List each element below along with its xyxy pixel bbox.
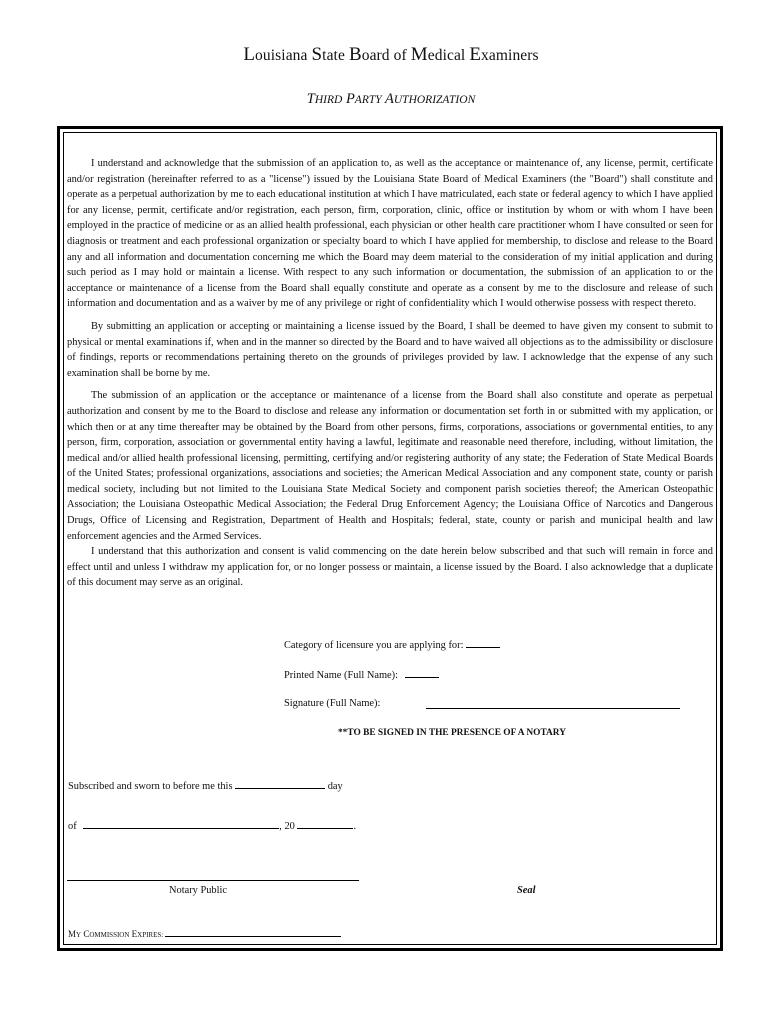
category-input[interactable] [466, 637, 500, 648]
category-field [284, 637, 500, 651]
printed-name-input[interactable] [405, 667, 439, 678]
subscribed-field [68, 778, 343, 792]
day-input[interactable] [235, 778, 325, 789]
printed-name-label: Printed Name (Full Name): [284, 670, 398, 681]
of-label: of [68, 821, 77, 832]
month-input[interactable] [83, 818, 279, 829]
subscribed-label: Subscribed and sworn to before me this [68, 781, 233, 792]
commission-expires-field: MY COMMISSION EXPIRES: [68, 926, 341, 939]
paragraph-validity: I understand that this authorization and consent is valid commencing on the date herein below subscribed and that such will remain in force and effect until and unless I withdraw my application for, or no longer possess or maintain, a license issued by the Board. I also acknowledge that a duplicate of this document may serve as an original. [67, 546, 713, 589]
document-subtitle: THIRD PARTY AUTHORIZATION [306, 91, 476, 107]
notary-public-label: Notary Public [169, 885, 228, 896]
paragraph-examinations: By submitting an application or accepting or maintaining a license issued by the Board, I shall be deemed to have given my consent to submit to physical or mental examinations if, when and in the manner so directed by the Board and to have waived all objections as to the admissibility or disclosure of findings, reports or recommendations pertaining thereto on the grounds of privileges provided by law. I acknowledge that the expense of any such examination shall be borne by me. [67, 320, 713, 379]
year-prefix: , 20 [279, 821, 295, 832]
of-field [68, 818, 356, 832]
period: . [353, 821, 357, 832]
signature-field [284, 698, 380, 709]
paragraph-authorization: I understand and acknowledge that the submission of an application to, as well as the acceptance or maintenance of, any license, permit, certificate and/or registration (hereinafter referred to as a "license") issued by the Louisiana State Board of Medical Examiners (the "Board") shall constitute and operate as a perpetual authorization by me to each educational institution at which I have matriculated, each state or federal agency to which I have applied for any license, permit, certificate and/or registration, each person, firm, corporation, clinic, office or institution by whom or with whom I have been employed in the practice of medicine or as an allied health professional, each physician or other health care practitioner whom I have consulted or seen for diagnosis or treatment and each professional organization or specialty board to which I have applied for membership, to disclose and release to the Board any and all information and documentation concerning me which the Board may deem material to the consideration of my initial application and during such period as I may hold or maintain a license. With respect to any such information or documentation, the submission of an application to or the acceptance or maintenance of a license from the Board shall equally constitute and operate as a consent by me to the disclosure and release of such information and documentation and as a waiver by me of any privilege or right of confidentiality which I would otherwise possess with respect thereto. [67, 158, 713, 310]
category-label: Category of licensure you are applying for: [284, 640, 464, 651]
day-label: day [327, 781, 343, 792]
authorization-text [67, 156, 713, 598]
year-input[interactable] [297, 818, 353, 829]
signature-input[interactable] [426, 708, 680, 709]
seal-label: Seal [517, 885, 536, 896]
printed-name-field [284, 667, 439, 681]
commission-expires-input[interactable] [165, 926, 341, 937]
board-title: Louisiana State Board of Medical Examiners [243, 44, 539, 65]
notary-signature-line[interactable] [67, 880, 359, 881]
notary-notice: **TO BE SIGNED IN THE PRESENCE OF A NOTARY [337, 728, 567, 738]
signature-label: Signature (Full Name): [284, 698, 381, 709]
paragraph-disclosure: The submission of an application or the acceptance or maintenance of a license from the Board shall also constitute and operate as perpetual authorization and consent by me to the Board to disclose and release any information or documentation set forth in or submitted with my application, or which then or at any time thereafter may be obtained by the Board from other persons, firms, corporations, associations or governmental entities, to any person, firm, corporation, association or governmental entity having a lawful, legitimate and reasonable need therefore, including, without limitation, the medical and/or allied health professional licensing, permitting, certifying and/or registering authority of any state; the Federation of State Medical Boards of the United States; professional organizations, associations and societies; the American Medical Association and any component state, county or parish medical society, including but not limited to the Louisiana State Medical Society and component parish societies thereof; the American Osteopathic Association; the Louisiana Osteopathic Medical Association; the Federal Drug Enforcement Agency; the Louisiana Office of Narcotics and Dangerous Drugs, Office of Licensing and Registration, Department of Health and Hospitals; federal, state, county or parish and municipal health and law enforcement agencies and the Armed Services. [67, 390, 713, 542]
